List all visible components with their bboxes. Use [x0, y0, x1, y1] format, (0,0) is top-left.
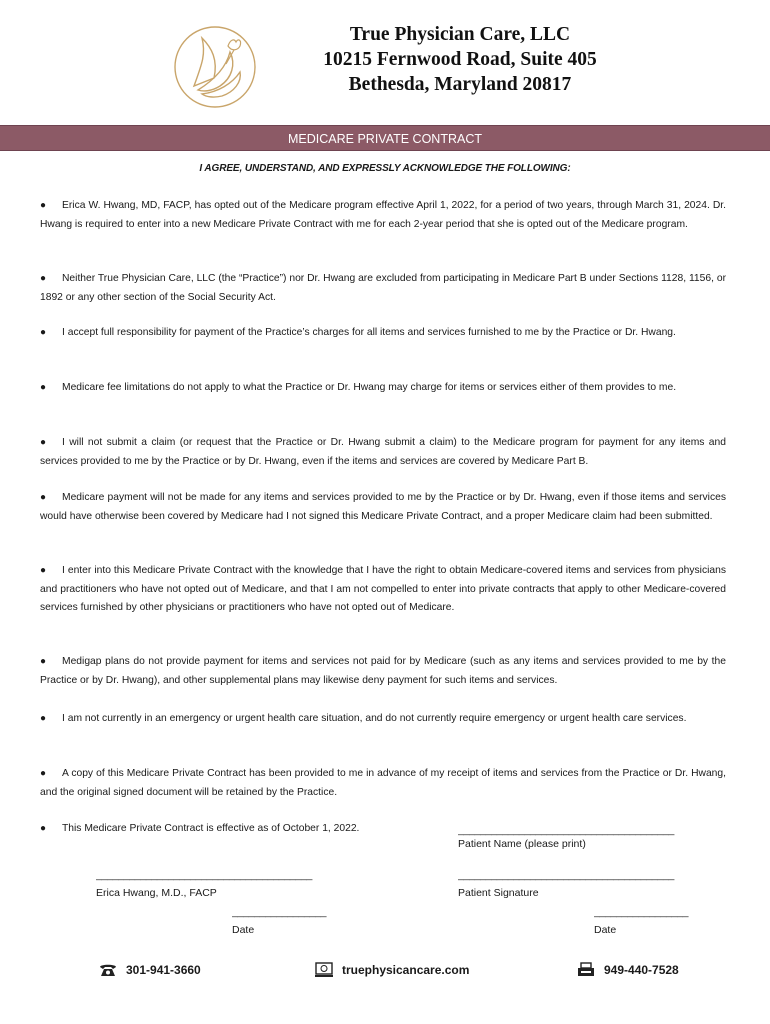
- footer-fax: [576, 962, 679, 978]
- bullet-icon: ●: [40, 327, 47, 338]
- physician-date-line[interactable]: _________________: [232, 906, 327, 918]
- list-item: ● Erica W. Hwang, MD, FACP, has opted out of the Medicare program effective April 1, 2022, for a period of two years, through March 31, 2024. Dr. Hwang is required to enter into a new Medicare Private Contract with me for each 2-year period that she is opted out of the Medicare program.: [40, 197, 726, 234]
- list-item: ● Medicare payment will not be made for any items and services provided to me by the Practice or by Dr. Hwang, even if those items and services would have otherwise been covered by Medicare had I not signed this Medicare Private Contract, and a proper Medicare claim had been submitted.: [40, 489, 726, 526]
- patient-signature-label: Patient Signature: [458, 887, 539, 899]
- list-item: ● A copy of this Medicare Private Contract has been provided to me in advance of my receipt of items and services from the Practice or Dr. Hwang, and the original signed document will be retained by the Practice.: [40, 765, 726, 802]
- patient-name-line[interactable]: _______________________________________: [458, 824, 675, 836]
- company-name: True Physician Care, LLC: [349, 24, 571, 45]
- list-item: ● I accept full responsibility for payment of the Practice’s charges for all items and services furnished to me by the Practice or Dr. Hwang.: [40, 324, 726, 343]
- footer-phone: [98, 962, 201, 978]
- bullet-icon: ●: [40, 492, 47, 503]
- patient-date-label: Date: [594, 924, 617, 936]
- physician-signature-line[interactable]: _______________________________________: [96, 869, 313, 881]
- list-item: ● I enter into this Medicare Private Contract with the knowledge that I have the right to obtain Medicare-covered items and services from physicians and practitioners who have not opted out of Medicare, and that I am not compelled to enter into private contracts that apply to other Medicare-covered services furnished by other physicians or practitioners who have not opted out of Medicare.: [40, 562, 726, 618]
- bullet-icon: ●: [40, 823, 47, 834]
- address-line-1: 10215 Fernwood Road, Suite 405: [323, 49, 597, 70]
- acknowledgement-heading: I AGREE, UNDERSTAND, AND EXPRESSLY ACKNOWLEDGE THE FOLLOWING:: [199, 163, 571, 174]
- effective-date-item: ● This Medicare Private Contract is effective as of October 1, 2022.: [40, 820, 420, 839]
- patient-signature-line[interactable]: _______________________________________: [458, 869, 675, 881]
- lotus-logo: [172, 24, 258, 110]
- bullet-icon: ●: [40, 656, 47, 667]
- patient-name-label: Patient Name (please print): [458, 838, 586, 850]
- fax-icon: [576, 962, 596, 978]
- bullet-icon: ●: [40, 713, 47, 724]
- document-title-banner: MEDICARE PRIVATE CONTRACT: [0, 125, 770, 151]
- bullet-icon: ●: [40, 565, 47, 576]
- bullet-icon: ●: [40, 437, 47, 448]
- website-icon: [314, 962, 334, 978]
- bullet-icon: ●: [40, 768, 47, 779]
- bullet-icon: ●: [40, 273, 47, 284]
- bullet-icon: ●: [40, 200, 47, 211]
- list-item: ● Neither True Physician Care, LLC (the “Practice”) nor Dr. Hwang are excluded from participating in Medicare Part B under Sections 1128, 1156, or 1892 or any other section of the Social Security Act.: [40, 270, 726, 307]
- letterhead: [280, 22, 640, 97]
- bullet-icon: ●: [40, 382, 47, 393]
- fax-number: 949-440-7528: [604, 963, 679, 977]
- list-item: ● I will not submit a claim (or request that the Practice or Dr. Hwang submit a claim) to the Medicare program for payment for any items and services provided to me by the Practice or by Dr. Hwang, even if the items and services are covered by Medicare Part B.: [40, 434, 726, 471]
- list-item: ● Medigap plans do not provide payment for items and services not paid for by Medicare (such as any items and services provided to me by the Practice or by Dr. Hwang), and other supplemental plans may likewise deny payment for such items and services.: [40, 653, 726, 690]
- list-item: ● I am not currently in an emergency or urgent health care situation, and do not currently require emergency or urgent health care services.: [40, 710, 726, 729]
- physician-date-label: Date: [232, 924, 255, 936]
- physician-name-label: Erica Hwang, M.D., FACP: [96, 887, 217, 899]
- patient-date-line[interactable]: _________________: [594, 906, 689, 918]
- phone-number: 301-941-3660: [126, 963, 201, 977]
- telephone-icon: [98, 962, 118, 978]
- footer-website: [314, 962, 469, 978]
- address-line-2: Bethesda, Maryland 20817: [348, 74, 572, 95]
- list-item: ● Medicare fee limitations do not apply to what the Practice or Dr. Hwang may charge for items or services either of them provides to me.: [40, 379, 726, 398]
- website-link[interactable]: truephysicancare.com: [342, 963, 470, 977]
